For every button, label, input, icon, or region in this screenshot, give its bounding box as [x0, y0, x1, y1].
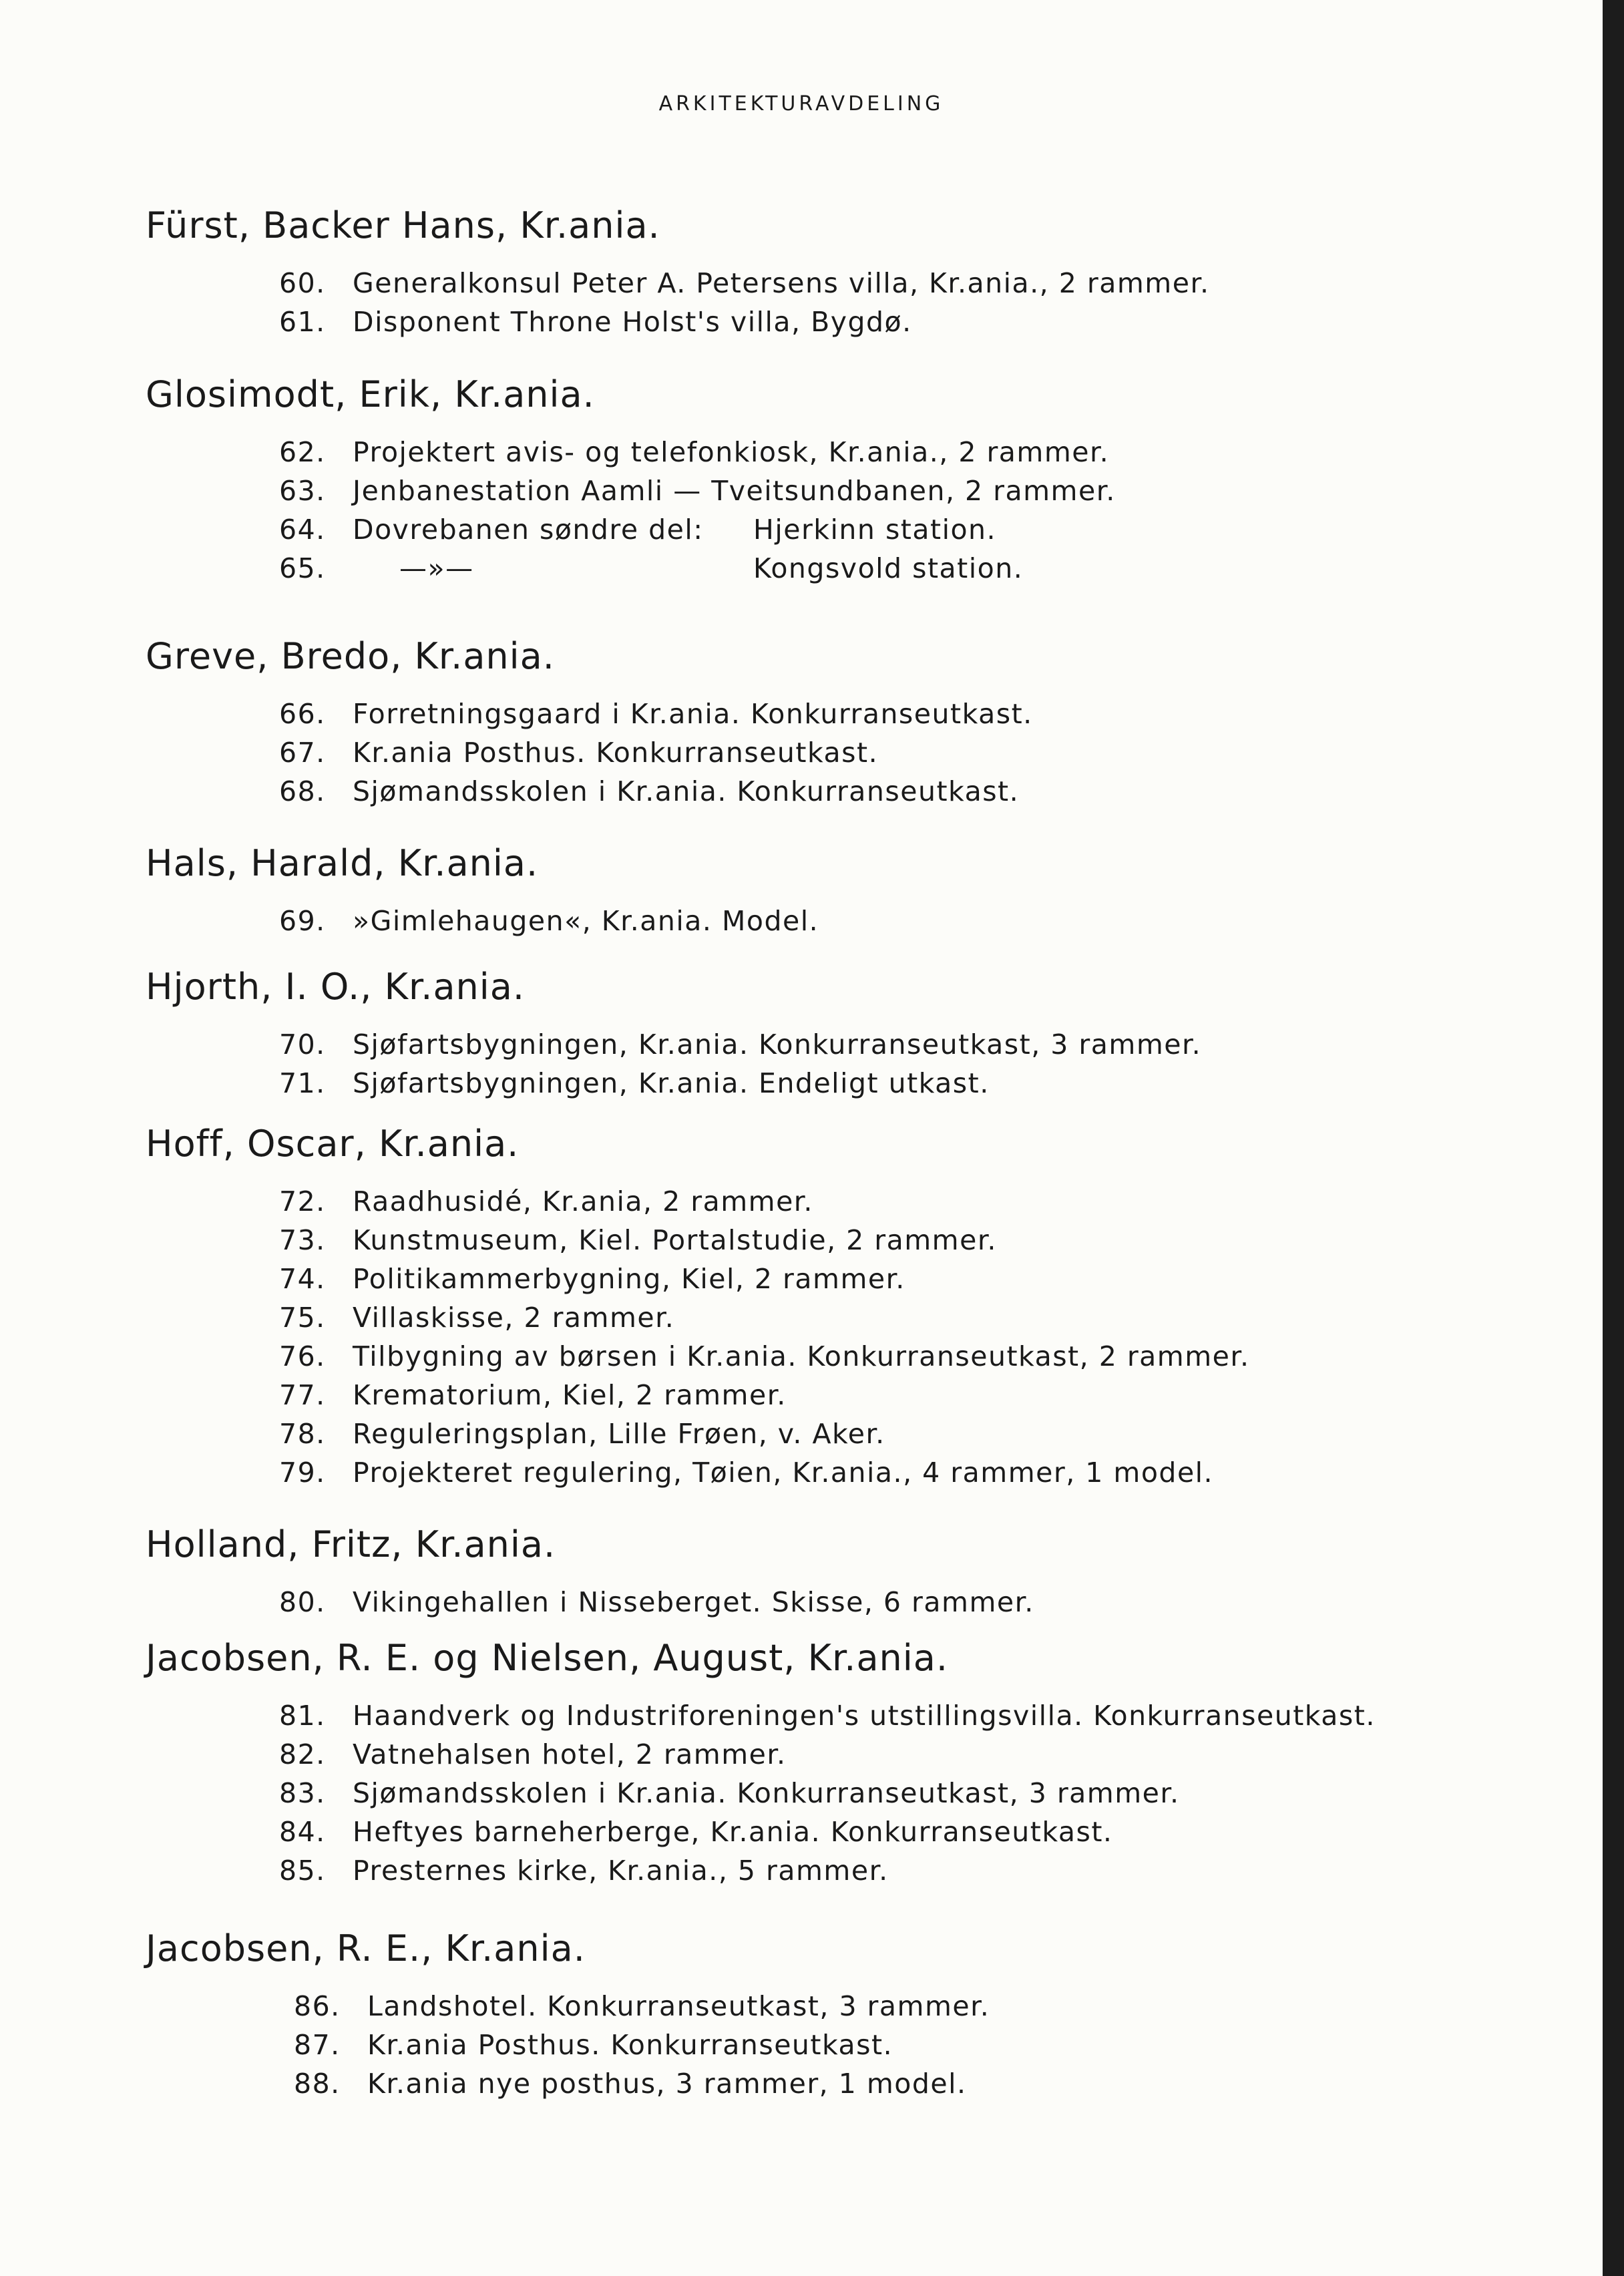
- work-title: Jenbanestation Aamli — Tveitsundbanen, 2 rammer.: [353, 475, 1116, 507]
- work-item: [279, 1182, 813, 1221]
- work-title: Sjøfartsbygningen, Kr.ania. Konkurranseutkast, 3 rammer.: [353, 1028, 1202, 1061]
- work-title: Projektert avis- og telefonkiosk, Kr.ania., 2 rammer.: [353, 436, 1110, 468]
- work-number: 88.: [294, 2068, 341, 2100]
- work-title: Generalkonsul Peter A. Petersens villa, Kr.ania., 2 rammer.: [353, 267, 1210, 299]
- work-item: [279, 1851, 889, 1890]
- work-item: [279, 1064, 990, 1103]
- work-number: 62.: [279, 436, 326, 468]
- work-title: Vikingehallen i Nisseberget. Skisse, 6 rammer.: [353, 1586, 1034, 1618]
- work-title: Villaskisse, 2 rammer.: [353, 1302, 675, 1334]
- work-item: [279, 1298, 674, 1337]
- work-number: 69.: [279, 905, 326, 937]
- artist-name: Greve, Bredo, Kr.ania.: [146, 635, 555, 677]
- work-number: 86.: [294, 1990, 341, 2022]
- work-number: 72.: [279, 1185, 326, 1217]
- work-title: Heftyes barneherberge, Kr.ania. Konkurranseutkast.: [353, 1816, 1113, 1848]
- running-header: ARKITEKTURAVDELING: [658, 92, 944, 116]
- work-number: 61.: [279, 306, 326, 338]
- work-number: 85.: [279, 1855, 326, 1887]
- work-number: 84.: [279, 1816, 326, 1848]
- work-number: 81.: [279, 1700, 326, 1732]
- work-item: [279, 1774, 1180, 1813]
- work-title: —»—: [399, 552, 474, 584]
- work-number: 66.: [279, 698, 326, 730]
- work-title: Reguleringsplan, Lille Frøen, v. Aker.: [353, 1418, 885, 1450]
- work-item: [279, 1696, 1376, 1735]
- work-item: [279, 1453, 1213, 1492]
- work-item: [279, 433, 1109, 471]
- work-title: Presternes kirke, Kr.ania., 5 rammer.: [353, 1855, 889, 1887]
- work-item: [294, 2064, 967, 2103]
- artist-name: Fürst, Backer Hans, Kr.ania.: [146, 204, 660, 246]
- work-item: [279, 1813, 1112, 1851]
- work-number: 78.: [279, 1418, 326, 1450]
- work-item: [279, 1337, 1250, 1376]
- work-title: Haandverk og Industriforeningen's utstillingsvilla. Konkurranseutkast.: [353, 1700, 1376, 1732]
- work-title: Kr.ania nye posthus, 3 rammer, 1 model.: [367, 2068, 967, 2100]
- work-number: 76.: [279, 1340, 326, 1372]
- work-item: [279, 1025, 1201, 1064]
- artist-entry: [146, 962, 1481, 1099]
- artist-entry: [146, 1119, 1481, 1489]
- work-item: [279, 1735, 787, 1774]
- work-item: [279, 1260, 905, 1298]
- work-item: [279, 303, 912, 341]
- work-item: [294, 1987, 990, 2026]
- work-item: [279, 1376, 787, 1414]
- artist-entry: [146, 1923, 1481, 2100]
- artist-entry: [146, 631, 1481, 807]
- work-item: [279, 733, 878, 772]
- work-title: Sjømandsskolen i Kr.ania. Konkurranseutkast.: [353, 775, 1020, 807]
- work-item: [279, 1414, 885, 1453]
- artist-name: Jacobsen, R. E. og Nielsen, August, Kr.ania.: [146, 1637, 949, 1679]
- work-item: [279, 1221, 997, 1260]
- work-item: [279, 902, 819, 940]
- work-title: Krematorium, Kiel, 2 rammer.: [353, 1379, 787, 1411]
- work-item: [279, 772, 1019, 811]
- work-station: Kongsvold station.: [753, 552, 1024, 584]
- artist-name: Hoff, Oscar, Kr.ania.: [146, 1123, 520, 1165]
- work-number: 79.: [279, 1457, 326, 1489]
- work-item: [279, 510, 996, 549]
- artist-name: Glosimodt, Erik, Kr.ania.: [146, 373, 595, 415]
- artist-name: Hjorth, I. O., Kr.ania.: [146, 966, 526, 1008]
- work-title: Kunstmuseum, Kiel. Portalstudie, 2 rammer.: [353, 1224, 997, 1256]
- work-title: Dovrebanen søndre del:: [353, 514, 704, 546]
- work-title: Projekteret regulering, Tøien, Kr.ania., 4 rammer, 1 model.: [353, 1457, 1214, 1489]
- work-item: [279, 695, 1033, 733]
- work-item: [279, 1583, 1034, 1622]
- work-number: 68.: [279, 775, 326, 807]
- work-number: 77.: [279, 1379, 326, 1411]
- work-title: Kr.ania Posthus. Konkurranseutkast.: [353, 737, 879, 769]
- work-item: [279, 471, 1116, 510]
- work-number: 63.: [279, 475, 326, 507]
- work-title: »Gimlehaugen«, Kr.ania. Model.: [353, 905, 819, 937]
- work-title: Sjømandsskolen i Kr.ania. Konkurranseutkast, 3 rammer.: [353, 1777, 1180, 1809]
- work-number: 83.: [279, 1777, 326, 1809]
- work-item: [279, 549, 1023, 588]
- work-number: 73.: [279, 1224, 326, 1256]
- work-number: 60.: [279, 267, 326, 299]
- work-number: 64.: [279, 514, 326, 546]
- work-item: [294, 2026, 893, 2064]
- work-title: Sjøfartsbygningen, Kr.ania. Endeligt utkast.: [353, 1067, 990, 1099]
- artist-entry: [146, 200, 1481, 338]
- work-number: 87.: [294, 2029, 341, 2061]
- work-title: Disponent Throne Holst's villa, Bygdø.: [353, 306, 912, 338]
- work-title: Raadhusidé, Kr.ania, 2 rammer.: [353, 1185, 813, 1217]
- binding-edge: [1603, 0, 1624, 2276]
- artist-name: Holland, Fritz, Kr.ania.: [146, 1523, 556, 1565]
- work-number: 65.: [279, 552, 326, 584]
- work-item: [279, 264, 1210, 303]
- work-number: 71.: [279, 1067, 326, 1099]
- work-number: 74.: [279, 1263, 326, 1295]
- work-title: Vatnehalsen hotel, 2 rammer.: [353, 1738, 787, 1770]
- work-title: Tilbygning av børsen i Kr.ania. Konkurranseutkast, 2 rammer.: [353, 1340, 1250, 1372]
- work-number: 82.: [279, 1738, 326, 1770]
- work-number: 75.: [279, 1302, 326, 1334]
- artist-name: Hals, Harald, Kr.ania.: [146, 842, 539, 884]
- work-number: 70.: [279, 1028, 326, 1061]
- artist-entry: [146, 369, 1481, 584]
- work-number: 67.: [279, 737, 326, 769]
- artist-entry: [146, 1519, 1481, 1618]
- work-station: Hjerkinn station.: [753, 514, 997, 546]
- work-title: Forretningsgaard i Kr.ania. Konkurranseutkast.: [353, 698, 1033, 730]
- artist-entry: [146, 1633, 1481, 1887]
- work-number: 80.: [279, 1586, 326, 1618]
- artist-name: Jacobsen, R. E., Kr.ania.: [146, 1927, 586, 1969]
- artist-entry: [146, 838, 1481, 937]
- work-title: Politikammerbygning, Kiel, 2 rammer.: [353, 1263, 905, 1295]
- work-title: Kr.ania Posthus. Konkurranseutkast.: [367, 2029, 893, 2061]
- work-title: Landshotel. Konkurranseutkast, 3 rammer.: [367, 1990, 990, 2022]
